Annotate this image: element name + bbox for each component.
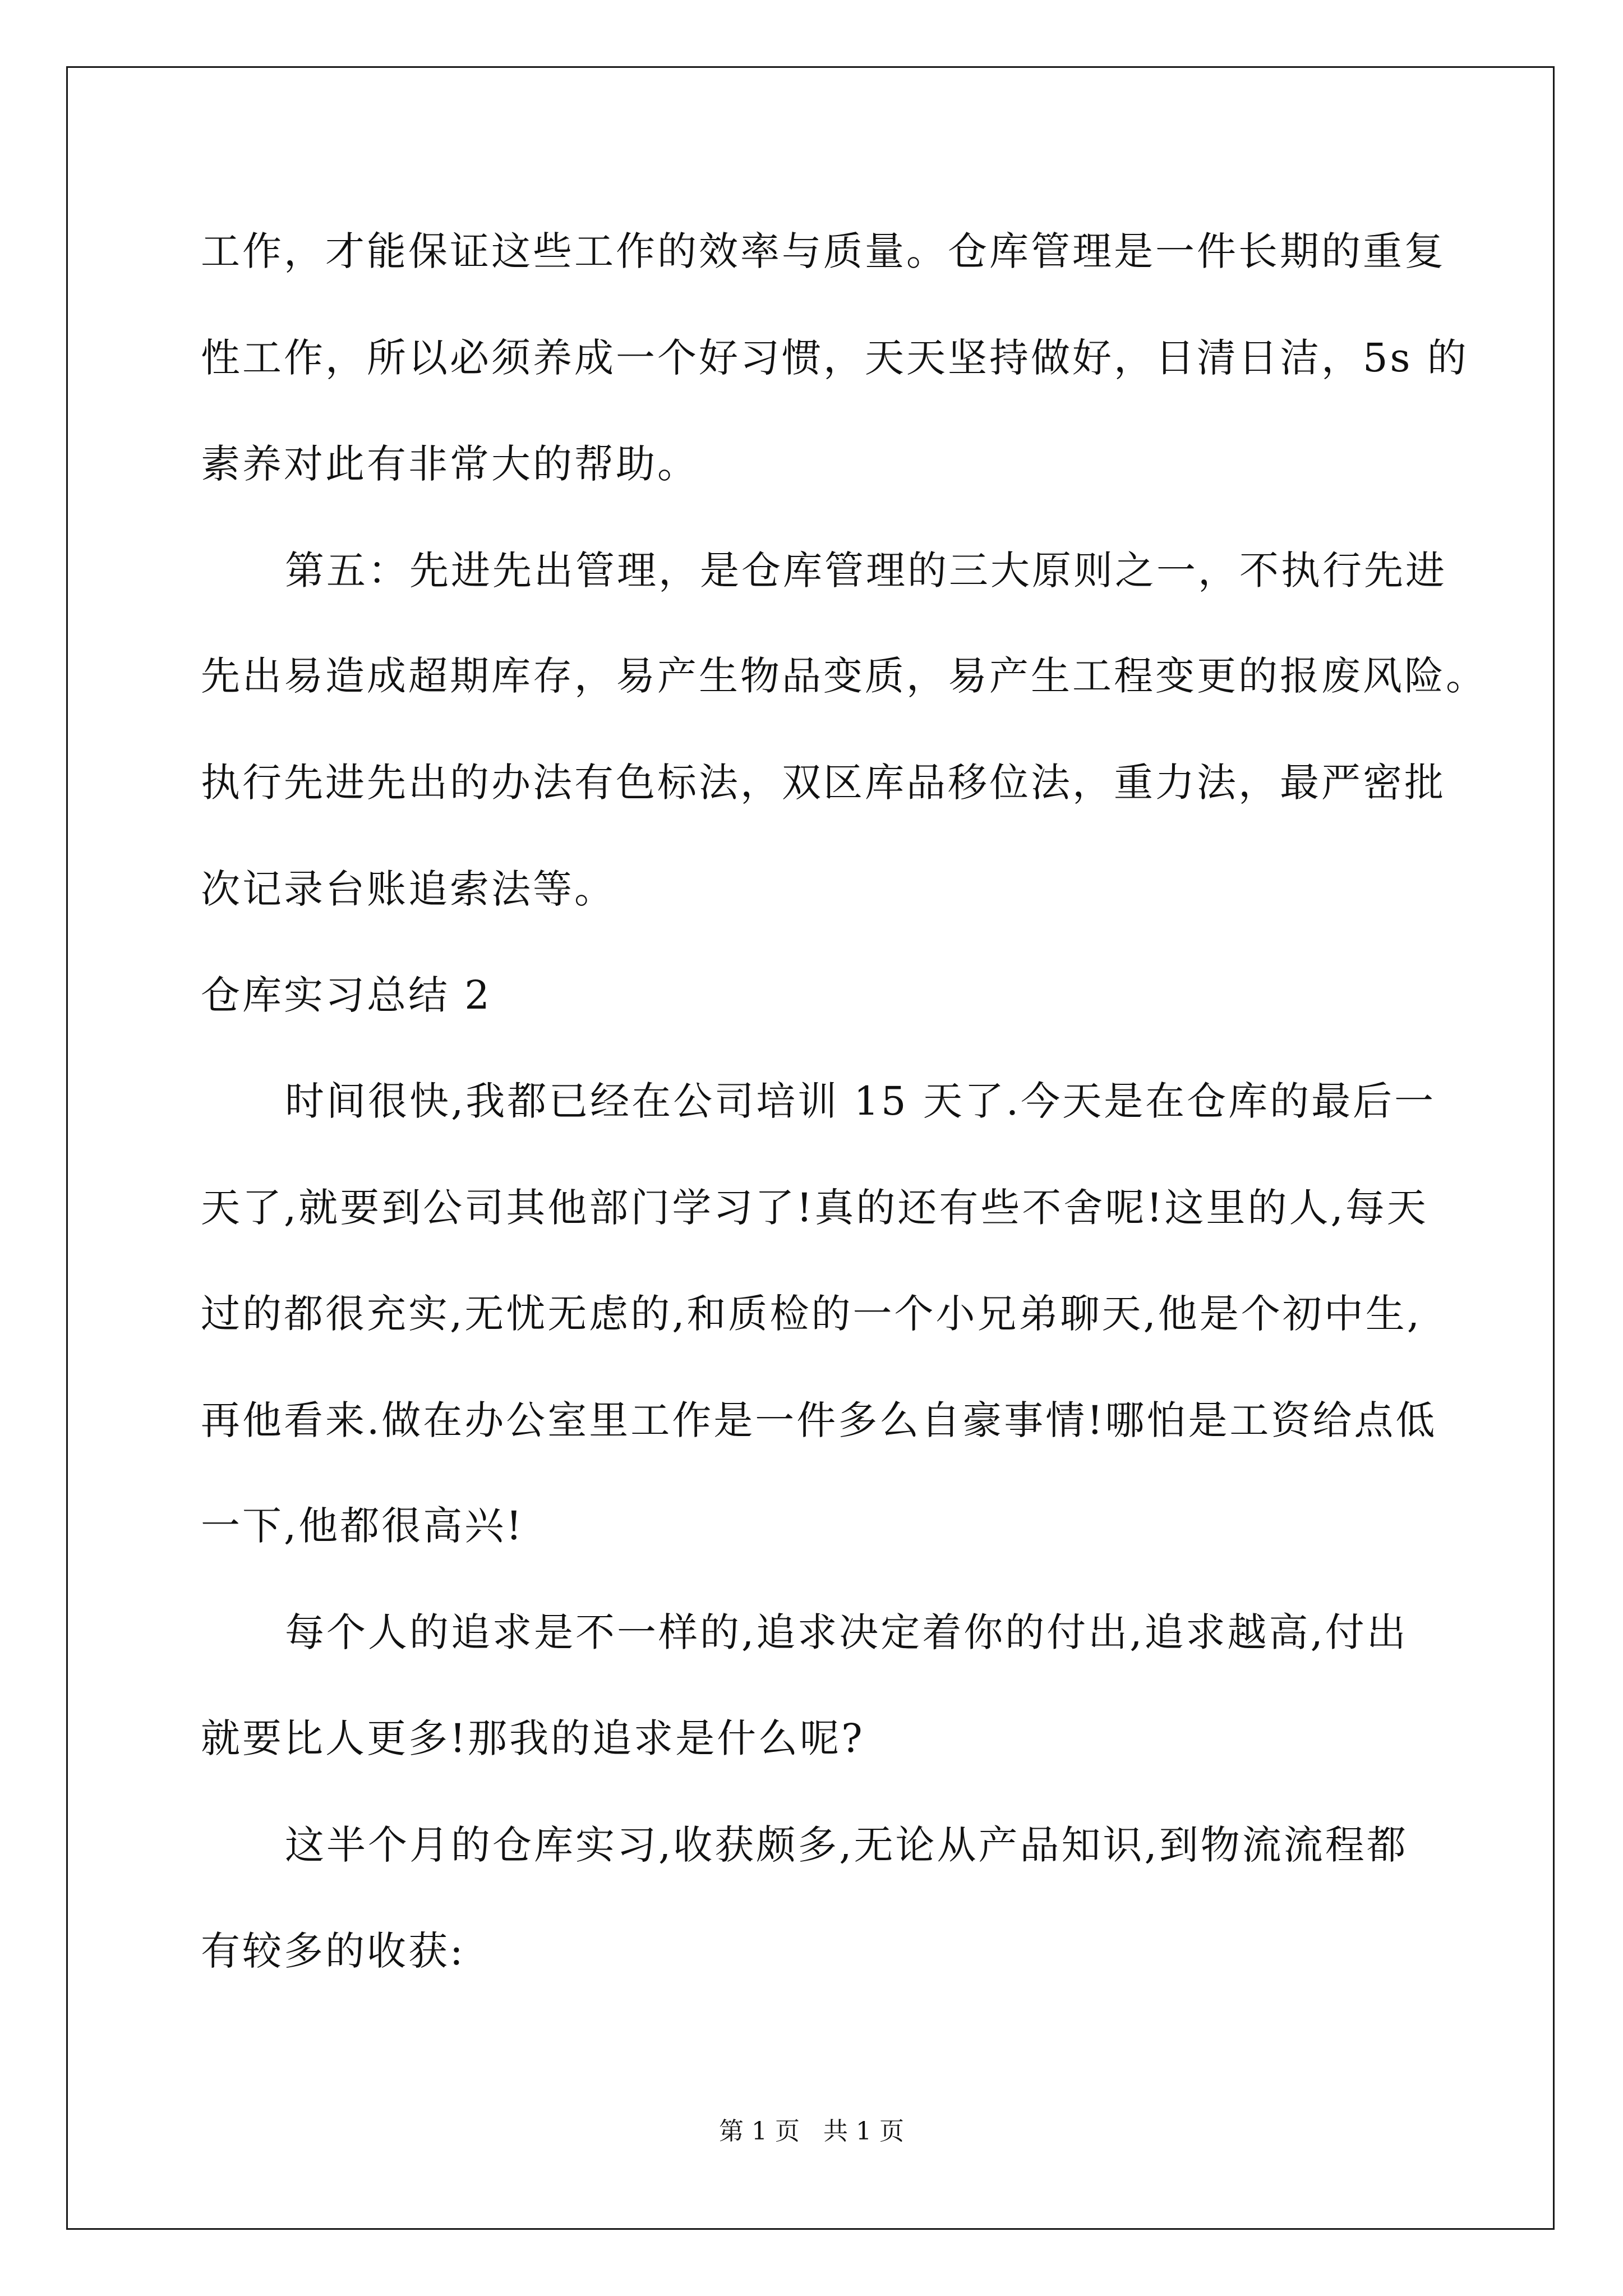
paragraph-4-line-1: 每个人的追求是不一样的,追求决定着你的付出,追求越高,付出 [285, 1609, 1408, 1655]
paragraph-2-line-4: 次记录台账追索法等。 [201, 866, 616, 912]
paragraph-5-line-1: 这半个月的仓库实习,收获颇多,无论从产品知识,到物流流程都 [285, 1822, 1408, 1868]
paragraph-1-line-3: 素养对此有非常大的帮助。 [201, 441, 699, 487]
paragraph-5-line-2: 有较多的收获: [201, 1928, 465, 1974]
section-title: 仓库实习总结 2 [201, 972, 492, 1018]
paragraph-2-line-1: 第五：先进先出管理，是仓库管理的三大原则之一，不执行先进 [285, 547, 1447, 593]
page-total: 共 1 页 [823, 2117, 904, 2146]
paragraph-1-line-2: 性工作，所以必须养成一个好习惯，天天坚持做好，日清日洁，5s 的 [201, 335, 1469, 381]
paragraph-3-line-5: 一下,他都很高兴! [201, 1503, 524, 1549]
page-number: 第 1 页 [719, 2117, 800, 2146]
page-border [66, 66, 1555, 2230]
paragraph-3-line-3: 过的都很充实,无忧无虑的,和质检的一个小兄弟聊天,他是个初中生, [201, 1291, 1422, 1337]
paragraph-2-line-2: 先出易造成超期库存，易产生物品变质，易产生工程变更的报废风险。 [201, 653, 1487, 699]
paragraph-3-line-2: 天了,就要到公司其他部门学习了!真的还有些不舍呢!这里的人,每天 [201, 1185, 1428, 1231]
page-footer [0, 2115, 1623, 2148]
paragraph-2-line-3: 执行先进先出的办法有色标法，双区库品移位法，重力法，最严密批 [201, 760, 1446, 806]
paragraph-4-line-2: 就要比人更多!那我的追求是什么呢? [201, 1715, 865, 1761]
paragraph-3-line-4: 再他看来.做在办公室里工作是一件多么自豪事情!哪怕是工资给点低 [201, 1397, 1437, 1443]
paragraph-1-line-1: 工作，才能保证这些工作的效率与质量。仓库管理是一件长期的重复 [201, 228, 1446, 274]
paragraph-3-line-1: 时间很快,我都已经在公司培训 15 天了.今天是在仓库的最后一 [285, 1078, 1436, 1124]
